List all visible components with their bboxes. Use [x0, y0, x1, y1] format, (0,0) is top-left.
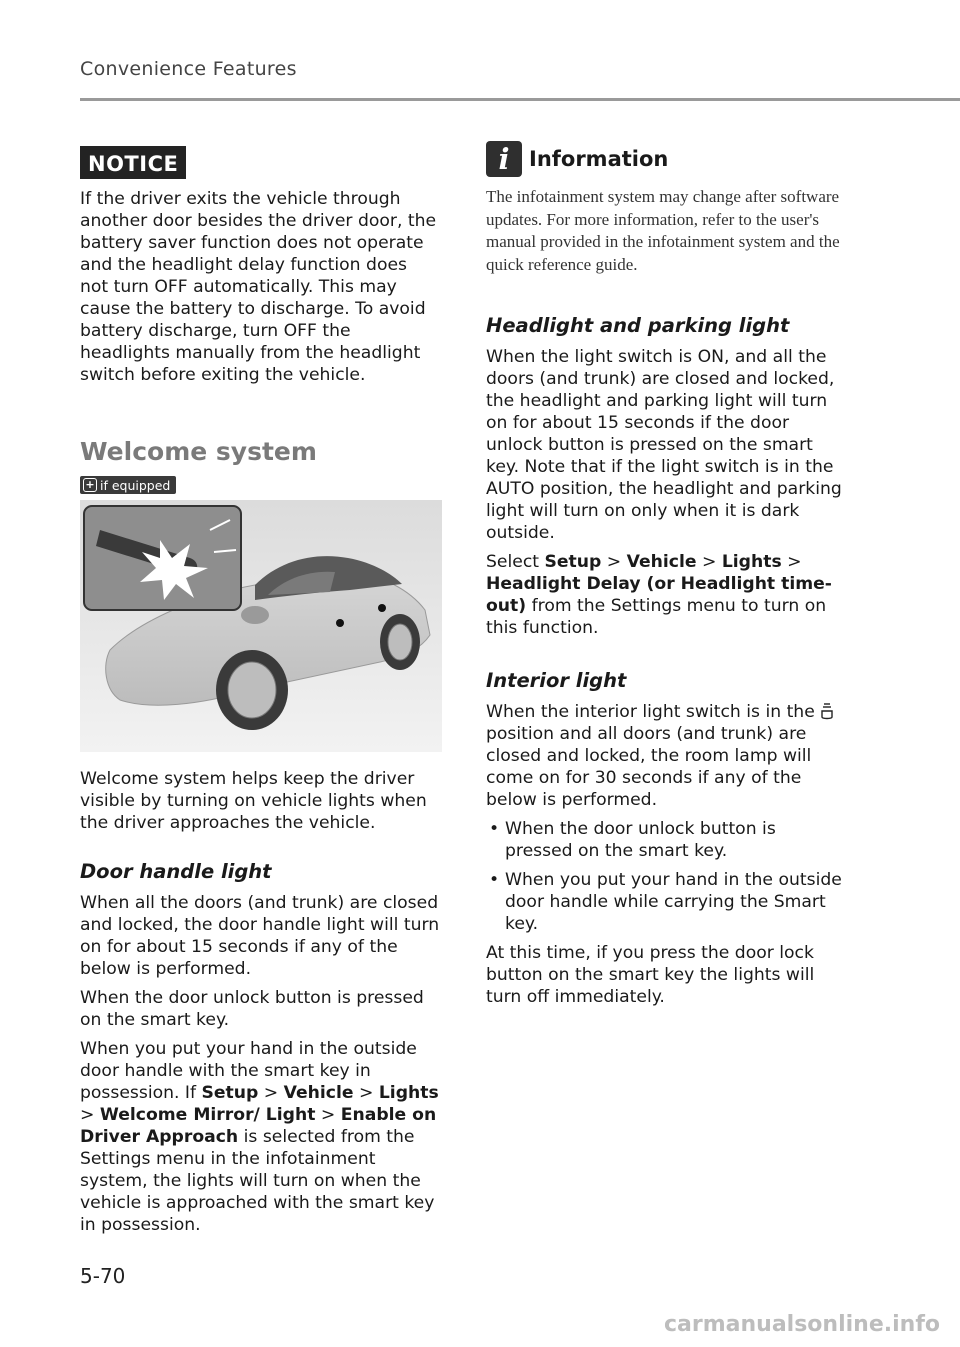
notice-text: If the driver exits the vehicle through another door besides the driver door, the battery saver function does not operate and the headlight delay function does not turn OFF automatically. This may cause the battery to discharge. To avoid battery discharge, turn OFF the headlights manually from the headlight switch before exiting the vehicle. — [80, 189, 437, 385]
interior-p2: At this time, if you press the door lock button on the smart key the lights will turn off immediately. — [486, 943, 815, 1007]
interior-p1: When the interior light switch is in the position and all doors (and trunk) are closed and locked, the room lamp will come on for 30 seconds if any of the below is performed. — [486, 701, 846, 811]
if-equipped-label: if equipped — [100, 477, 171, 493]
headlight-p1: When the light switch is ON, and all the doors (and trunk) are closed and locked, the headlight and parking light will turn on for about 15 seconds if the door unlock button is pressed on the smart key. Note that if the light switch is in the AUTO position, the headlight and parking light will turn on only when it is dark outside. — [486, 347, 842, 543]
left-column — [80, 140, 440, 386]
door-lamp-icon — [818, 702, 836, 720]
door-handle-p3: When you put your hand in the outside door handle with the smart key in possession. If Setup > Vehicle > Lights > Welcome Mirror/ Light > Enable on Driver Approach is selected from the Settings menu in the infotainment system, the lights will turn on when the vehicle is approached with the smart key in possession. — [80, 1039, 439, 1235]
door-handle-p1: When all the doors (and trunk) are closed and locked, the door handle light will turn on for about 15 seconds if any of the below is performed. — [80, 893, 440, 979]
notice-badge: NOTICE — [80, 146, 186, 179]
information-title: Information — [529, 147, 669, 171]
door-handle-p2: When the door unlock button is pressed on the smart key. — [80, 988, 424, 1030]
right-column — [486, 140, 846, 1008]
list-item: • When the door unlock button is pressed on the smart key. — [486, 818, 846, 862]
page-number: 5-70 — [80, 1264, 126, 1288]
information-header — [486, 140, 846, 178]
welcome-system-illustration — [80, 500, 442, 752]
info-icon: i — [486, 141, 522, 177]
watermark: carmanualsonline.info — [664, 1312, 940, 1337]
plus-icon: + — [83, 478, 97, 492]
interior-bullets — [486, 818, 846, 935]
headlight-heading: Headlight and parking light — [486, 314, 790, 337]
headlight-p2: Select Setup > Vehicle > Lights > Headlight Delay (or Headlight time-out) from the Settings menu to turn on this function. — [486, 552, 832, 638]
list-item: • When you put your hand in the outside door handle while carrying the Smart key. — [486, 869, 846, 935]
section-title-welcome: Welcome system — [80, 437, 317, 466]
header-divider — [80, 98, 960, 101]
if-equipped-badge — [80, 476, 176, 494]
interior-heading: Interior light — [486, 669, 627, 692]
door-handle-heading: Door handle light — [80, 860, 272, 883]
welcome-intro: Welcome system helps keep the driver visible by turning on vehicle lights when the driver approaches the vehicle. — [80, 769, 427, 833]
information-text: The infotainment system may change after software updates. For more information, refer to the user's manual provided in the infotainment system and the quick reference guide. — [486, 187, 840, 274]
left-text-block — [80, 768, 442, 1236]
page-header-title: Convenience Features — [80, 58, 297, 80]
